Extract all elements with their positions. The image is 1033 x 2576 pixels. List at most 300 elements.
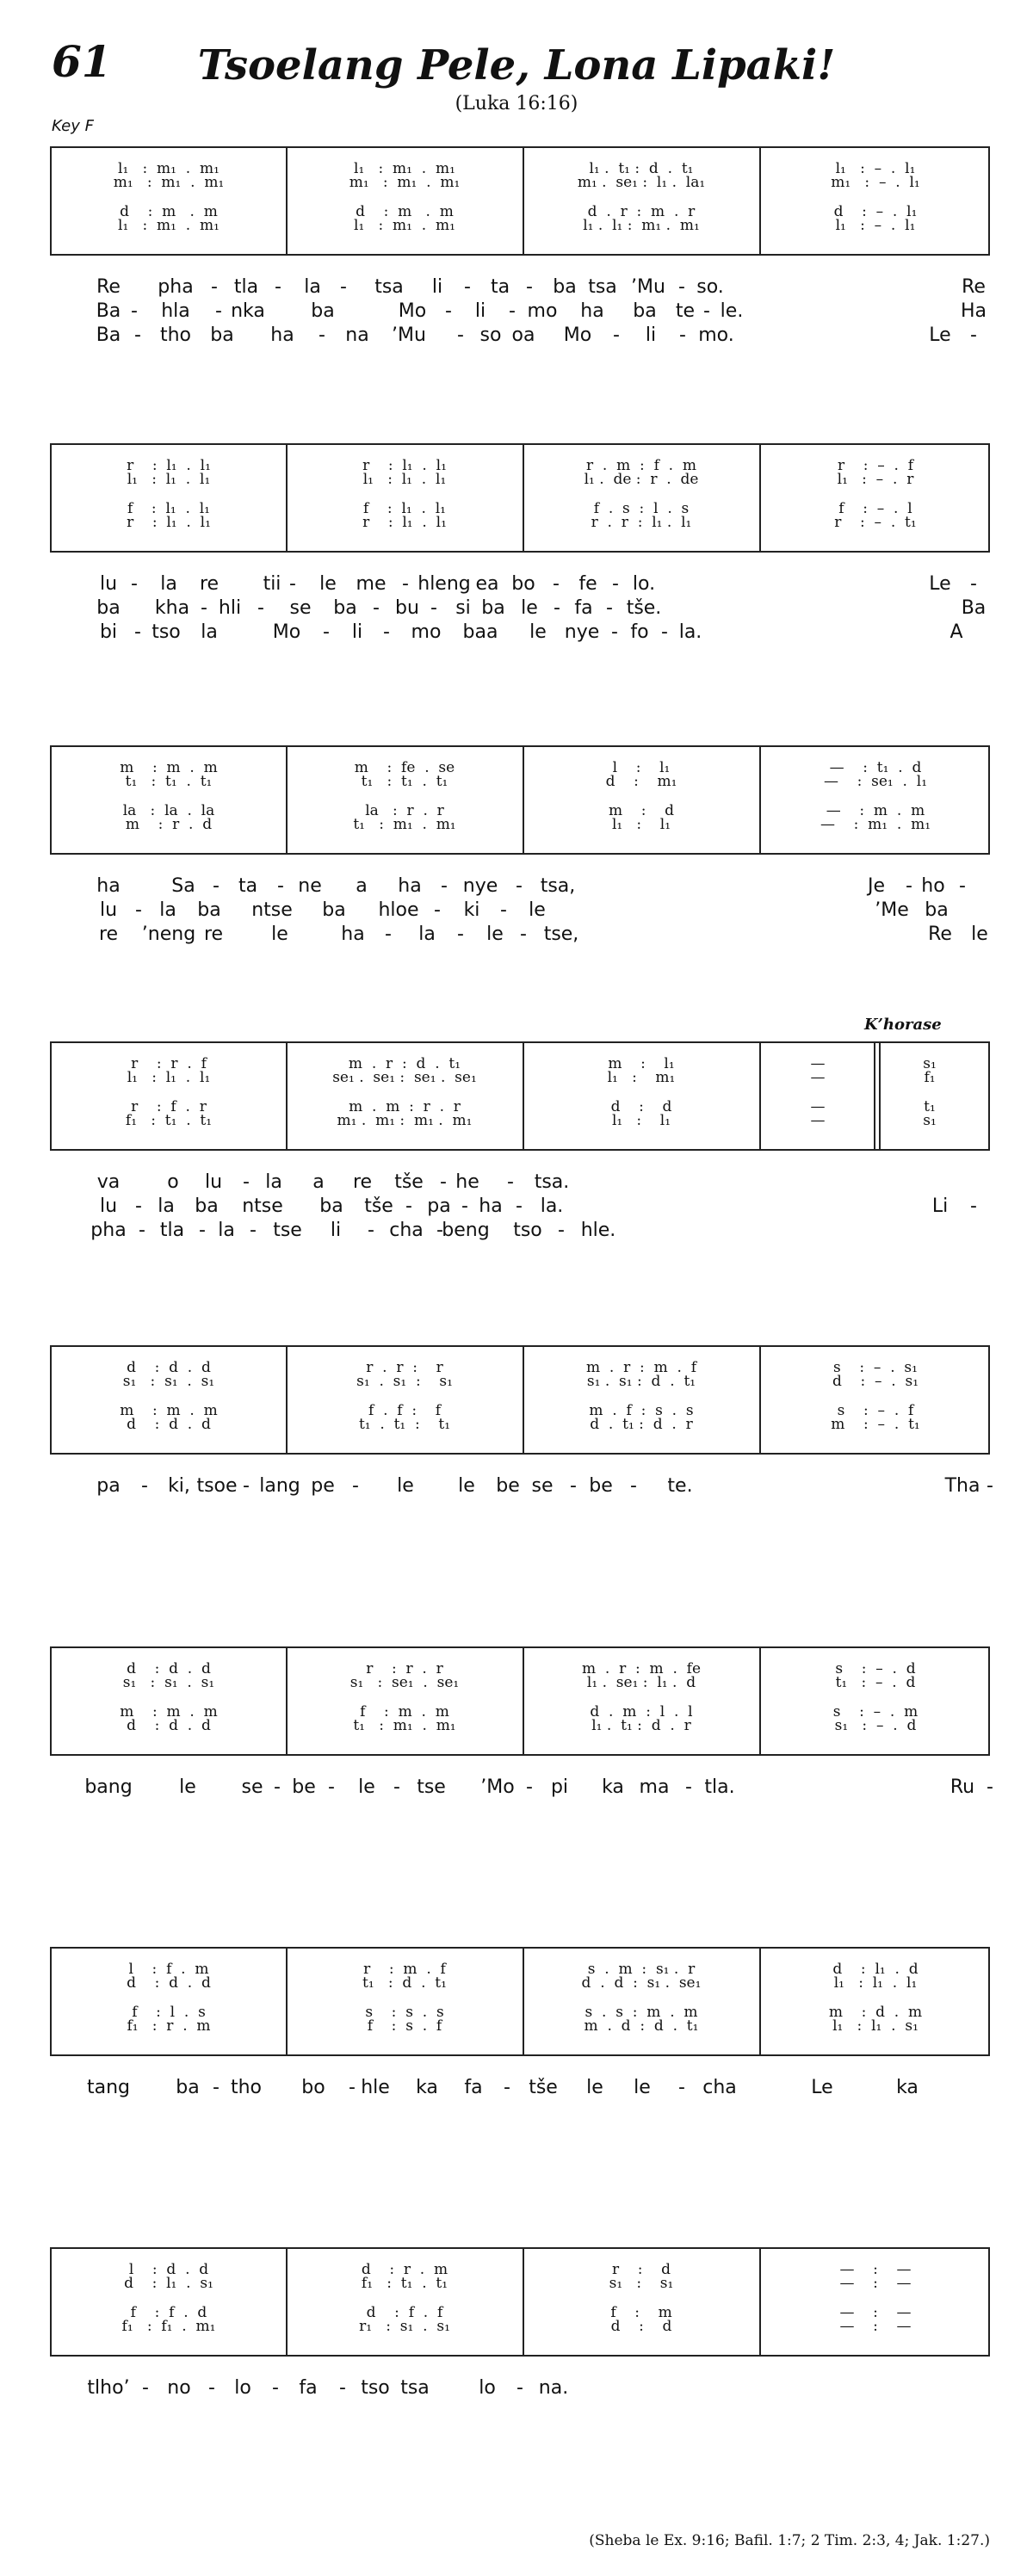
- solfa-notes: f : l₁ . l₁: [127, 500, 210, 517]
- lyric-syllable: -: [516, 2377, 523, 2399]
- lyric-syllable: ba: [319, 1195, 343, 1217]
- lyric-syllable: a: [356, 875, 368, 897]
- lyric-syllable: -: [199, 1220, 206, 1241]
- lyric-syllable: pa: [427, 1195, 451, 1217]
- voice-row: [52, 469, 988, 490]
- lyric-syllable: -: [134, 324, 141, 346]
- lyric-syllable: Ha: [960, 300, 987, 322]
- lyric-syllable: Ba: [96, 300, 121, 322]
- lyric-syllable: le: [529, 899, 546, 921]
- lyric-syllable: -: [516, 1195, 523, 1217]
- solfa-notes: t₁ : d . t₁: [362, 1974, 447, 1992]
- lyric-syllable: hla: [161, 300, 190, 322]
- solfa-notes: d : d . d: [127, 1974, 211, 1992]
- lyric-syllable: la: [418, 924, 436, 945]
- lyric-syllable: Le: [811, 2077, 833, 2098]
- music-system: [50, 1345, 990, 1455]
- lyric-syllable: pha: [158, 276, 194, 298]
- lyric-syllable: -: [461, 1195, 468, 1217]
- lyric-syllable: ha: [398, 875, 422, 897]
- lyric-syllable: ka: [602, 1776, 624, 1798]
- solfa-notes: s . m : s₁ . r: [587, 1961, 696, 1978]
- lyric-syllable: -: [131, 300, 138, 322]
- lyric-syllable: tsoe: [196, 1475, 238, 1497]
- lyric-syllable: ma: [639, 1776, 670, 1798]
- lyric-syllable: re: [98, 924, 119, 945]
- lyric-syllable: be: [589, 1475, 613, 1497]
- solfa-notes: m : l₁: [608, 1055, 675, 1072]
- solfa-notes: m : fe . se: [354, 759, 455, 776]
- lyric-syllable: la: [159, 899, 176, 921]
- lyric-syllable: hle: [361, 2077, 390, 2098]
- lyric-syllable: -: [504, 2077, 510, 2098]
- lyric-syllable: be: [496, 1475, 520, 1497]
- lyric-line: [50, 1776, 993, 1800]
- lyric-syllable: tla: [233, 276, 259, 298]
- lyric-syllable: la.: [678, 621, 702, 643]
- solfa-notes: d : m₁: [605, 773, 677, 790]
- solfa-notes: m . r : d . t₁: [348, 1055, 461, 1072]
- lyric-syllable: Je: [867, 875, 886, 897]
- solfa-notes: s₁ : s₁ . s₁: [122, 1674, 215, 1691]
- lyric-syllable: ba: [176, 2077, 200, 2098]
- lyric-syllable: ’Mo: [480, 1776, 515, 1798]
- lyric-syllable: -: [142, 2377, 149, 2399]
- lyric-syllable: -: [436, 1220, 443, 1241]
- lyric-syllable: va: [96, 1171, 121, 1193]
- lyric-syllable: ne: [298, 875, 322, 897]
- lyric-syllable: ki,: [168, 1475, 190, 1497]
- lyric-syllable: ea: [475, 573, 499, 595]
- solfa-notes: d : l₁ . d: [832, 1961, 919, 1978]
- lyric-syllable: -: [970, 573, 977, 595]
- lyric-syllable: kha: [154, 597, 190, 619]
- lyric-line: [50, 596, 990, 621]
- lyric-syllable: bang: [84, 1776, 133, 1798]
- lyric-syllable: le: [458, 1475, 475, 1497]
- lyric-syllable: -: [319, 324, 325, 346]
- lyric-syllable: pi: [550, 1776, 569, 1798]
- lyric-syllable: mo.: [698, 324, 734, 346]
- lyric-syllable: -: [434, 899, 441, 921]
- solfa-notes: m₁ : m₁ . m₁: [349, 174, 461, 191]
- voice-row: [52, 1715, 988, 1736]
- solfa-notes: d : – . s₁: [832, 1373, 919, 1390]
- lyric-syllable: Re: [96, 276, 121, 298]
- lyric-syllable: tho: [230, 2077, 263, 2098]
- lyric-syllable: o: [167, 1171, 179, 1193]
- lyric-syllable: -: [906, 875, 912, 897]
- music-system: [50, 745, 990, 855]
- hymn-title: Tsoelang Pele, Lona Lipaki!: [197, 41, 836, 90]
- lyric-syllable: -: [445, 300, 452, 322]
- lyric-syllable: la: [218, 1220, 235, 1241]
- voice-row: [52, 512, 988, 533]
- lyric-syllable: ba: [197, 899, 221, 921]
- solfa-notes: l₁ : – . r: [837, 471, 914, 488]
- solfa-notes: l₁ : m₁ . m₁: [118, 160, 220, 177]
- lyric-syllable: -: [213, 2077, 220, 2098]
- lyric-syllable: -: [373, 597, 380, 619]
- solfa-notes: l₁ : – . l₁: [835, 217, 916, 234]
- lyric-syllable: la: [160, 573, 177, 595]
- solfa-notes: — : t₁ . d: [829, 759, 922, 776]
- lyric-syllable: li: [351, 621, 363, 643]
- lyric-syllable: lo: [234, 2377, 251, 2399]
- lyric-syllable: -: [405, 1195, 412, 1217]
- voice-row: [52, 771, 988, 792]
- lyric-syllable: -: [613, 324, 620, 346]
- lyric-syllable: lu: [99, 573, 118, 595]
- lyric-syllable: ho: [921, 875, 945, 897]
- lyric-syllable: ta: [490, 276, 510, 298]
- solfa-notes: s₁ . s₁ : s₁: [356, 1373, 453, 1390]
- lyric-syllable: ka: [416, 2077, 438, 2098]
- solfa-notes: d : l₁ . s₁: [124, 2275, 213, 2292]
- solfa-notes: f : m: [610, 2304, 672, 2321]
- lyric-syllable: tše: [394, 1171, 424, 1193]
- lyric-syllable: -: [201, 597, 207, 619]
- solfa-notes: s : s . s: [365, 2004, 444, 2021]
- lyric-syllable: -: [250, 1220, 257, 1241]
- solfa-notes: s : – . d: [835, 1660, 916, 1677]
- lyric-line: [50, 1219, 990, 1243]
- lyric-syllable: Mo: [272, 621, 301, 643]
- solfa-notes: r : – . t₁: [834, 514, 917, 531]
- solfa-notes: f₁ : r . m: [127, 2017, 211, 2035]
- solfa-notes: —: [810, 1098, 826, 1115]
- lyric-syllable: -: [970, 324, 977, 346]
- lyric-syllable: -: [516, 875, 523, 897]
- solfa-notes: f : s . f: [367, 2017, 442, 2035]
- lyric-syllable: be: [292, 1776, 316, 1798]
- footnote-references: (Sheba le Ex. 9:16; Bafil. 1:7; 2 Tim. 2:3, 4; Jak. 1:27.): [589, 2532, 990, 2549]
- lyric-syllable: Sa: [171, 875, 195, 897]
- lyric-syllable: tse: [273, 1220, 302, 1241]
- lyric-syllable: tla.: [704, 1776, 735, 1798]
- lyric-syllable: ba: [210, 324, 234, 346]
- lyric-line: [50, 1195, 990, 1219]
- music-system: [50, 2247, 990, 2357]
- lyric-line: [50, 300, 990, 324]
- lyric-syllable: -: [393, 1776, 400, 1798]
- lyric-syllable: -: [526, 1776, 533, 1798]
- solfa-notes: l₁ . de : r . de: [584, 471, 699, 488]
- lyric-syllable: na.: [538, 2377, 569, 2399]
- lyric-syllable: -: [553, 573, 560, 595]
- lyric-syllable: pe: [311, 1475, 335, 1497]
- lyric-syllable: Le: [929, 324, 951, 346]
- solfa-notes: r : – . f: [837, 457, 914, 474]
- solfa-notes: d . t₁ : d . r: [590, 1416, 693, 1433]
- lyric-syllable: me: [356, 573, 387, 595]
- solfa-notes: m : d . m: [828, 2004, 923, 2021]
- lyric-syllable: ’Mu: [631, 276, 665, 298]
- lyric-syllable: ba: [333, 597, 357, 619]
- voice-row: [52, 1414, 988, 1435]
- solfa-notes: r . r : l₁ . l₁: [591, 514, 692, 531]
- solfa-notes: l₁ : l₁ . l₁: [127, 471, 211, 488]
- solfa-notes: f₁ : t₁ . t₁: [125, 1112, 213, 1129]
- solfa-notes: l₁ : l₁ . l₁: [127, 1069, 211, 1086]
- lyric-syllable: bu: [395, 597, 419, 619]
- lyric-line: [50, 899, 990, 923]
- lyric-syllable: -: [440, 1171, 447, 1193]
- lyric-syllable: ba: [96, 597, 121, 619]
- lyric-syllable: ha: [580, 300, 604, 322]
- lyric-syllable: -: [464, 276, 471, 298]
- lyric-syllable: beng: [442, 1220, 490, 1241]
- lyric-syllable: le: [319, 573, 337, 595]
- lyric-syllable: mo: [527, 300, 558, 322]
- solfa-notes: s₁: [923, 1055, 937, 1072]
- solfa-notes: — : —: [839, 2275, 912, 2292]
- lyric-syllable: le: [634, 2077, 651, 2098]
- lyric-syllable: tše.: [626, 597, 662, 619]
- solfa-notes: —: [810, 1055, 826, 1072]
- lyric-syllable: -: [402, 573, 409, 595]
- solfa-notes: l₁ : l₁ . s₁: [832, 2017, 919, 2035]
- lyric-syllable: -: [570, 1475, 577, 1497]
- solfa-notes: m : m . m: [120, 759, 218, 776]
- solfa-notes: t₁ . t₁ : t₁: [358, 1416, 451, 1433]
- lyric-syllable: -: [679, 324, 686, 346]
- solfa-notes: m . d : d . t₁: [584, 2017, 699, 2035]
- lyric-syllable: li: [645, 324, 657, 346]
- lyric-syllable: baa: [462, 621, 498, 643]
- lyric-syllable: -: [134, 621, 141, 643]
- lyric-syllable: -: [520, 924, 527, 945]
- voice-row: [52, 2273, 988, 2294]
- lyric-syllable: a: [312, 1171, 325, 1193]
- music-system: [50, 1041, 990, 1151]
- solfa-notes: r : f . r: [131, 1098, 207, 1115]
- lyric-syllable: le.: [720, 300, 744, 322]
- solfa-notes: d : f . f: [366, 2304, 443, 2321]
- solfa-notes: m₁ : m₁ . m₁: [113, 174, 225, 191]
- lyric-syllable: -: [274, 1776, 281, 1798]
- solfa-notes: f : f . d: [130, 2304, 207, 2321]
- lyric-syllable: fa: [464, 2077, 483, 2098]
- lyric-syllable: ntse: [242, 1195, 283, 1217]
- lyric-line: [50, 1474, 993, 1498]
- solfa-notes: l₁ . t₁ : d . r: [591, 1717, 691, 1734]
- lyric-syllable: ha: [96, 875, 121, 897]
- solfa-notes: s₁ : s₁: [609, 2275, 674, 2292]
- solfa-notes: r₁ : s₁ . s₁: [359, 2318, 450, 2335]
- lyric-line: [50, 2076, 990, 2100]
- solfa-notes: —: [810, 1112, 826, 1129]
- lyric-syllable: -: [430, 597, 437, 619]
- solfa-notes: r . m : f . m: [585, 457, 697, 474]
- lyric-syllable: Ba: [96, 324, 121, 346]
- lyric-syllable: -: [612, 573, 619, 595]
- lyric-syllable: bo: [301, 2077, 325, 2098]
- voice-row: [52, 172, 988, 193]
- lyric-syllable: li: [431, 276, 443, 298]
- lyric-syllable: ha: [270, 324, 294, 346]
- lyric-syllable: -: [678, 2077, 685, 2098]
- lyric-syllable: tsa: [588, 276, 617, 298]
- lyric-syllable: tsa.: [534, 1171, 570, 1193]
- lyric-syllable: la: [304, 276, 321, 298]
- scripture-reference: (Luka 16:16): [455, 93, 578, 114]
- lyric-syllable: ba: [925, 899, 949, 921]
- lyric-syllable: tše: [529, 2077, 558, 2098]
- solfa-notes: l₁ : m₁ . m₁: [354, 160, 455, 177]
- solfa-notes: f₁ : t₁ . t₁: [361, 2275, 448, 2292]
- voice-row: [52, 1973, 988, 1993]
- key-signature: Key F: [52, 117, 94, 135]
- lyric-syllable: ba: [633, 300, 657, 322]
- solfa-notes: d . d : s₁ . se₁: [581, 1974, 702, 1992]
- lyric-syllable: hleng: [418, 573, 471, 595]
- lyric-syllable: -: [606, 597, 613, 619]
- lyric-syllable: Ru: [949, 1776, 975, 1798]
- lyric-syllable: cha: [702, 2077, 737, 2098]
- solfa-notes: r : r . f: [131, 1055, 207, 1072]
- solfa-notes: s : – . s₁: [833, 1359, 918, 1376]
- voice-row: [52, 215, 988, 236]
- lyric-syllable: le: [486, 924, 504, 945]
- lyric-syllable: -: [135, 899, 142, 921]
- solfa-notes: m : d: [609, 802, 674, 819]
- lyric-syllable: -: [208, 2377, 215, 2399]
- lyric-syllable: -: [135, 1195, 142, 1217]
- lyric-syllable: fa: [299, 2377, 318, 2399]
- solfa-notes: d : d: [610, 1098, 672, 1115]
- solfa-notes: l : f . m: [128, 1961, 209, 1978]
- lyric-syllable: -: [349, 2077, 356, 2098]
- solfa-notes: s : – . f: [837, 1402, 914, 1419]
- lyric-syllable: hloe: [378, 899, 419, 921]
- lyric-syllable: oa: [511, 324, 535, 346]
- lyric-syllable: le: [397, 1475, 414, 1497]
- lyric-syllable: li: [474, 300, 486, 322]
- lyric-syllable: -: [257, 597, 264, 619]
- lyric-syllable: la: [158, 1195, 175, 1217]
- lyric-syllable: -: [554, 597, 560, 619]
- lyric-syllable: tse,: [543, 924, 579, 945]
- solfa-notes: t₁ : – . d: [835, 1674, 916, 1691]
- lyric-syllable: fa: [574, 597, 593, 619]
- solfa-notes: r . r : r: [366, 1359, 443, 1376]
- solfa-notes: r : m . f: [363, 1961, 446, 1978]
- lyric-syllable: bo: [511, 573, 535, 595]
- lyric-syllable: -: [328, 1776, 335, 1798]
- solfa-notes: s₁ . s₁ : d . t₁: [586, 1373, 696, 1390]
- solfa-notes: m : m . m: [120, 1402, 218, 1419]
- lyric-syllable: le: [529, 621, 547, 643]
- lyric-line: [50, 2376, 990, 2400]
- lyric-syllable: bi: [99, 621, 118, 643]
- lyric-syllable: -: [678, 276, 685, 298]
- lyric-syllable: tso: [152, 621, 181, 643]
- voice-row: [52, 1110, 988, 1131]
- lyric-syllable: no: [167, 2377, 191, 2399]
- lyric-syllable: ba: [322, 899, 346, 921]
- lyric-syllable: -: [526, 276, 533, 298]
- lyric-syllable: lu: [99, 1195, 118, 1217]
- solfa-notes: f . s : l . s: [593, 500, 690, 517]
- solfa-notes: d : d: [610, 2318, 672, 2335]
- solfa-notes: r : l₁ . l₁: [127, 514, 211, 531]
- solfa-notes: m . m : r . r: [349, 1098, 461, 1115]
- lyric-syllable: -: [661, 621, 668, 643]
- lyric-syllable: nka: [231, 300, 265, 322]
- voice-row: [52, 1371, 988, 1392]
- solfa-notes: d : d . d: [127, 1359, 211, 1376]
- lyric-syllable: tso: [361, 2377, 390, 2399]
- solfa-notes: l₁ : l₁: [611, 816, 671, 833]
- lyric-line: [50, 923, 990, 947]
- lyric-syllable: ’Mu: [392, 324, 426, 346]
- lyric-syllable: Re: [962, 276, 986, 298]
- lyric-line: [50, 324, 990, 348]
- lyric-syllable: -: [213, 875, 220, 897]
- solfa-notes: d : r . m: [361, 2261, 448, 2278]
- lyric-syllable: tii: [263, 573, 281, 595]
- lyric-syllable: tsa: [400, 2377, 430, 2399]
- lyric-syllable: nye: [462, 875, 498, 897]
- lyric-line: [50, 1171, 990, 1195]
- lyric-syllable: Re: [928, 924, 952, 945]
- lyric-syllable: la.: [540, 1195, 564, 1217]
- lyric-syllable: hli: [218, 597, 242, 619]
- solfa-notes: s : – . m: [832, 1703, 919, 1720]
- solfa-notes: d : d . d: [127, 1416, 211, 1433]
- solfa-notes: r : l₁ . l₁: [362, 514, 447, 531]
- solfa-notes: r : l₁ . l₁: [127, 457, 211, 474]
- lyric-syllable: -: [141, 1475, 148, 1497]
- lyric-syllable: ba: [481, 597, 505, 619]
- solfa-notes: —: [810, 1069, 826, 1086]
- lyric-syllable: ba: [553, 276, 577, 298]
- solfa-notes: — : m₁ . m₁: [820, 816, 931, 833]
- solfa-notes: l₁ : m₁ . m₁: [118, 217, 220, 234]
- lyric-line: [50, 572, 990, 596]
- lyric-syllable: ki: [463, 899, 480, 921]
- lyric-syllable: tlho’: [87, 2377, 130, 2399]
- lyric-syllable: -: [215, 300, 222, 322]
- solfa-notes: l₁ . t₁ : d . t₁: [589, 160, 694, 177]
- lyric-syllable: pa: [96, 1475, 121, 1497]
- lyric-syllable: ha: [341, 924, 365, 945]
- solfa-notes: m : r . d: [125, 816, 213, 833]
- solfa-notes: d : m . m: [120, 203, 218, 220]
- voice-row: [52, 814, 988, 835]
- lyric-syllable: le: [179, 1776, 196, 1798]
- solfa-notes: la : la . la: [122, 802, 215, 819]
- solfa-notes: la : r . r: [365, 802, 444, 819]
- lyric-syllable: he: [455, 1171, 479, 1193]
- lyric-syllable: se: [241, 1776, 263, 1798]
- solfa-notes: m . r : m . f: [585, 1359, 697, 1376]
- music-system: [50, 1646, 990, 1756]
- solfa-notes: t₁ : m₁ . m₁: [353, 816, 456, 833]
- solfa-notes: m₁ . m₁ : m₁ . m₁: [337, 1112, 473, 1129]
- lyric-syllable: re: [352, 1171, 373, 1193]
- solfa-notes: l₁ . l₁ : m₁ . m₁: [583, 217, 700, 234]
- solfa-notes: s₁ : s₁ . s₁: [122, 1373, 215, 1390]
- lyric-syllable: -: [959, 875, 966, 897]
- solfa-notes: — : se₁ . l₁: [823, 773, 928, 790]
- lyric-syllable: -: [211, 276, 218, 298]
- lyric-syllable: li: [330, 1220, 342, 1241]
- chorus-label: K’horase: [864, 1016, 942, 1034]
- lyric-syllable: le: [586, 2077, 603, 2098]
- lyric-syllable: pha: [90, 1220, 127, 1241]
